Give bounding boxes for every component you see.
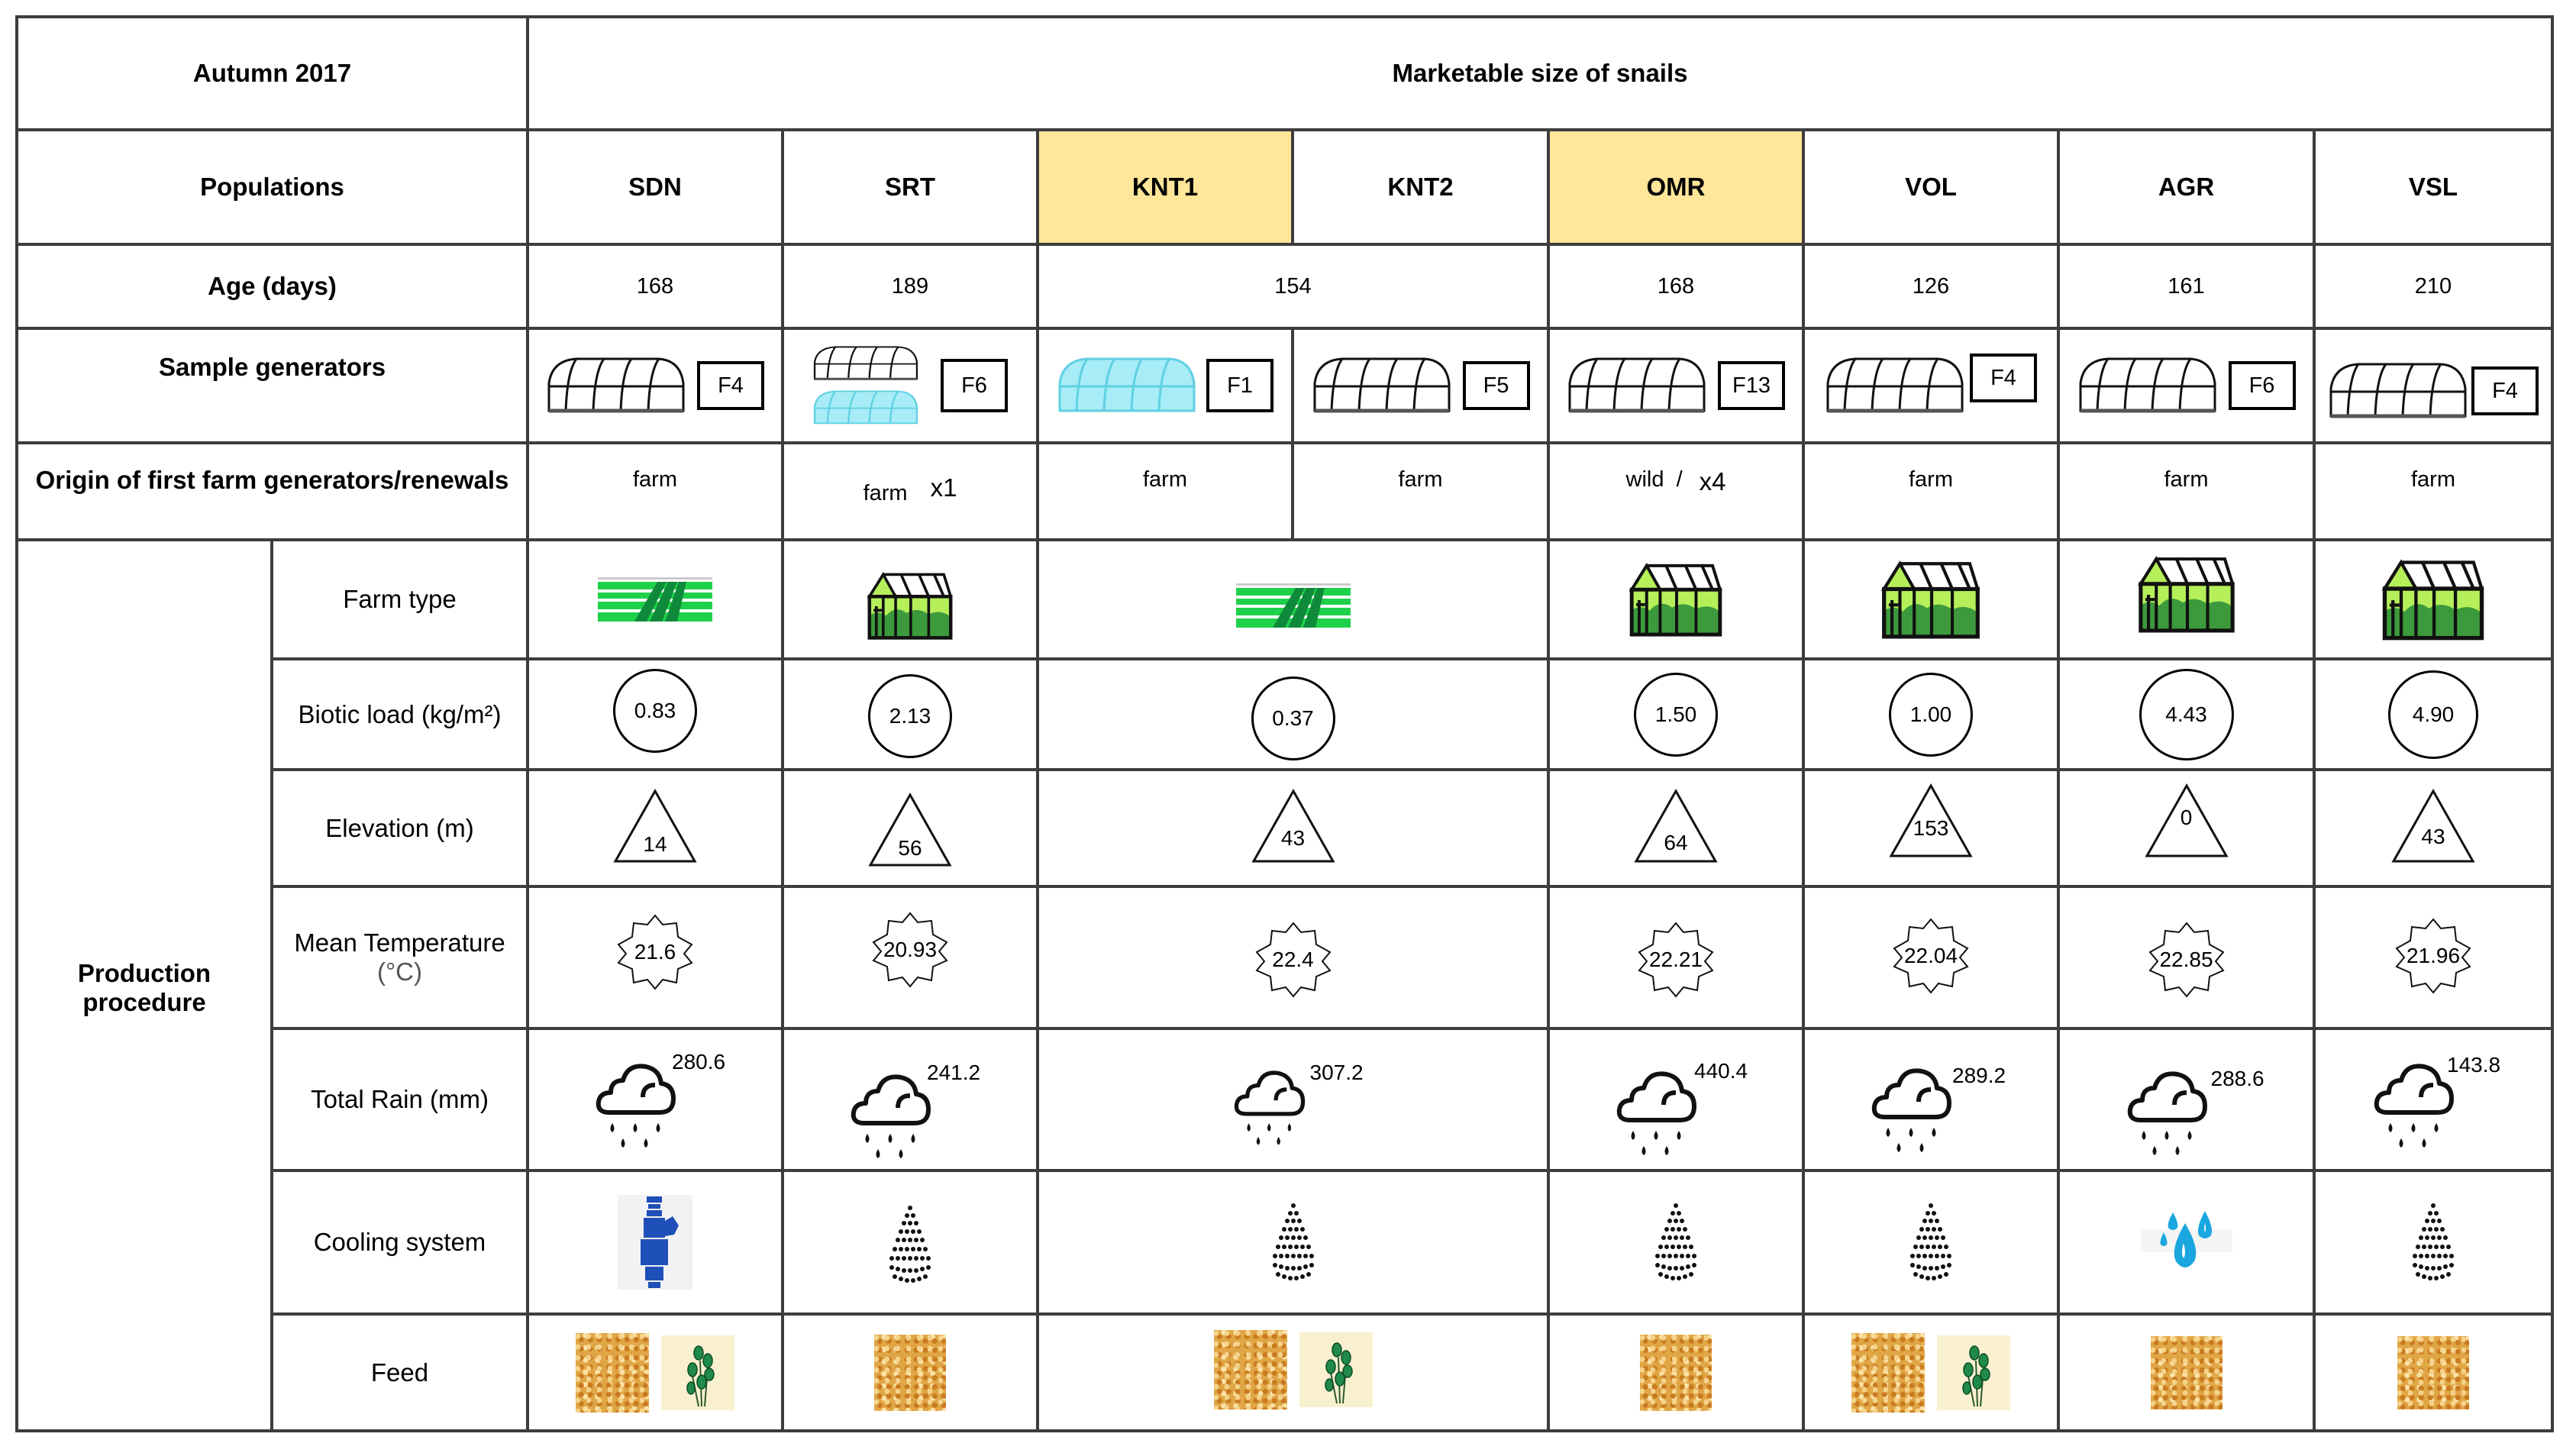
population-code: VOL xyxy=(1905,173,1957,201)
sample-generators-label-cell xyxy=(15,327,529,444)
biotic-load-value: 1.00 xyxy=(1909,702,1952,726)
starburst-icon xyxy=(1891,918,1971,998)
feed-cell-srt xyxy=(781,1313,1039,1432)
temperature-value: 21.96 xyxy=(2406,943,2461,967)
population-code: SRT xyxy=(885,173,935,201)
biotic-load-value: 0.83 xyxy=(634,698,676,722)
biotic-load-value: 2.13 xyxy=(889,703,931,728)
age-cell-omr xyxy=(1547,243,1805,330)
rain-label: Total Rain (mm) xyxy=(311,1085,489,1113)
elevation-cell-vsl xyxy=(2313,768,2554,888)
generator-cell-sdn xyxy=(526,327,784,444)
population-header-vsl xyxy=(2313,128,2554,246)
elevation-value: 0 xyxy=(2180,806,2193,829)
elevation-cell-agr xyxy=(2057,768,2316,888)
triangle-icon xyxy=(1633,788,1719,868)
rain-value: 289.2 xyxy=(1952,1064,2006,1087)
cooling-cell-knt xyxy=(1036,1169,1550,1316)
season-header xyxy=(15,15,529,131)
greenhouse-icon xyxy=(2135,554,2238,634)
generator-cell-vsl xyxy=(2313,327,2554,444)
farm-type-cell-vol xyxy=(1802,538,2060,660)
feed-cell-omr xyxy=(1547,1313,1805,1432)
age-cell-agr xyxy=(2057,243,2316,330)
temperature-label-cell xyxy=(270,885,529,1030)
generator-cell-omr xyxy=(1547,327,1805,444)
biotic-load-cell-agr xyxy=(2057,657,2316,771)
rain-value: 241.2 xyxy=(927,1061,981,1084)
temperature-cell-vsl xyxy=(2313,885,2554,1030)
tunnel-greenhouse-double-icon xyxy=(812,345,919,426)
age-label-cell xyxy=(15,243,529,330)
origin-label-cell xyxy=(15,441,529,541)
temperature-value: 21.6 xyxy=(634,939,676,964)
farm-type-cell-sdn xyxy=(526,538,784,660)
open-field-icon xyxy=(598,574,712,625)
farm-type-label: Farm type xyxy=(343,585,457,613)
origin-cell-knt1 xyxy=(1036,441,1294,541)
rain-value: 440.4 xyxy=(1694,1059,1748,1083)
age-value: 168 xyxy=(636,273,674,299)
population-header-omr xyxy=(1547,128,1805,246)
rain-label-cell xyxy=(270,1027,529,1172)
renewal-count: x1 xyxy=(930,473,957,502)
age-value: 126 xyxy=(1912,273,1950,299)
elevation-value: 64 xyxy=(1664,831,1688,854)
population-code: KNT1 xyxy=(1131,173,1199,201)
origin-cell-vol xyxy=(1802,441,2060,541)
starburst-icon xyxy=(870,912,950,992)
elevation-label-cell xyxy=(270,768,529,888)
mist-spray-icon xyxy=(1645,1203,1706,1282)
rain-value: 280.6 xyxy=(672,1050,726,1074)
biotic-load-cell-omr xyxy=(1547,657,1805,771)
generation-badge: F4 xyxy=(2471,366,2539,415)
greenhouse-icon xyxy=(865,570,955,641)
grain-feed-icon xyxy=(1214,1330,1287,1409)
elevation-label: Elevation (m) xyxy=(325,813,474,842)
rain-cell-knt xyxy=(1036,1027,1550,1172)
tunnel-greenhouse-cyan-icon xyxy=(1057,356,1197,415)
circle-icon xyxy=(1889,673,1973,757)
cooling-cell-vsl xyxy=(2313,1169,2554,1316)
origin-value: farm xyxy=(2164,467,2209,492)
tunnel-greenhouse-icon xyxy=(1567,356,1707,415)
circle-icon xyxy=(2139,669,2234,760)
generation-badge: F6 xyxy=(941,359,1008,412)
mist-spray-icon xyxy=(880,1205,941,1284)
farm-type-cell-knt xyxy=(1036,538,1550,660)
origin-cell-sdn xyxy=(526,441,784,541)
origin-cell-omr xyxy=(1547,441,1805,541)
rain-value: 288.6 xyxy=(2210,1067,2264,1090)
grain-feed-icon xyxy=(1640,1335,1712,1411)
temperature-value: 22.21 xyxy=(1648,947,1703,971)
farm-type-cell-omr xyxy=(1547,538,1805,660)
temperature-cell-omr xyxy=(1547,885,1805,1030)
rain-cloud-icon xyxy=(834,1050,986,1149)
temperature-unit: (°C) xyxy=(376,957,422,986)
water-drops-icon xyxy=(2141,1209,2232,1275)
biotic-load-cell-vol xyxy=(1802,657,2060,771)
generator-cell-agr xyxy=(2057,327,2316,444)
populations-label: Populations xyxy=(200,173,344,201)
production-procedure-label: Production procedure xyxy=(77,959,211,1016)
biotic-load-cell-vsl xyxy=(2313,657,2554,771)
age-cell-vsl xyxy=(2313,243,2554,330)
temperature-label: Mean Temperature xyxy=(294,928,505,957)
origin-cell-srt xyxy=(781,441,1039,541)
population-code: KNT2 xyxy=(1387,173,1454,201)
rain-cloud-icon xyxy=(1600,1050,1752,1149)
generator-cell-knt1 xyxy=(1036,327,1294,444)
circle-icon xyxy=(1634,673,1718,757)
rain-cell-vol xyxy=(1802,1027,2060,1172)
biotic-load-cell-sdn xyxy=(526,657,784,771)
feed-cell-vol xyxy=(1802,1313,2060,1432)
age-cell-srt xyxy=(781,243,1039,330)
mist-spray-icon xyxy=(2403,1203,2464,1282)
tunnel-greenhouse-icon xyxy=(2328,361,2468,421)
population-header-sdn xyxy=(526,128,784,246)
temperature-cell-knt xyxy=(1036,885,1550,1030)
rain-cell-agr xyxy=(2057,1027,2316,1172)
feed-cell-sdn xyxy=(526,1313,784,1432)
origin-cell-agr xyxy=(2057,441,2316,541)
origin-value: farm xyxy=(2411,467,2455,492)
rain-cell-srt xyxy=(781,1027,1039,1172)
snail-populations-table xyxy=(15,15,2554,1432)
feed-cell-vsl xyxy=(2313,1313,2554,1432)
rain-cell-vsl xyxy=(2313,1027,2554,1172)
origin-value: wild / xyxy=(1625,467,1683,492)
elevation-value: 43 xyxy=(1280,826,1306,850)
origin-cell-knt2 xyxy=(1291,441,1550,541)
population-header-agr xyxy=(2057,128,2316,246)
generation-badge: F6 xyxy=(2229,361,2296,410)
farm-type-cell-vsl xyxy=(2313,538,2554,660)
age-value: 154 xyxy=(1274,273,1312,299)
rain-cloud-icon xyxy=(2357,1050,2510,1149)
triangle-icon xyxy=(1251,788,1336,868)
biotic-load-cell-knt xyxy=(1036,657,1550,771)
elevation-value: 14 xyxy=(643,832,667,856)
rain-cell-omr xyxy=(1547,1027,1805,1172)
biotic-load-cell-srt xyxy=(781,657,1039,771)
circle-icon xyxy=(2388,670,2478,759)
biotic-load-value: 0.37 xyxy=(1272,706,1314,730)
age-label: Age (days) xyxy=(208,272,337,300)
starburst-icon xyxy=(1636,922,1716,1002)
elevation-cell-knt xyxy=(1036,768,1550,888)
herb-feed-icon xyxy=(1299,1332,1373,1407)
elevation-cell-sdn xyxy=(526,768,784,888)
rain-value: 307.2 xyxy=(1309,1061,1364,1084)
greenhouse-icon xyxy=(2380,557,2487,641)
elevation-cell-vol xyxy=(1802,768,2060,888)
rain-cloud-icon xyxy=(2110,1050,2263,1149)
biotic-load-value: 4.90 xyxy=(2412,702,2455,726)
triangle-icon xyxy=(867,792,953,872)
rain-cell-sdn xyxy=(526,1027,784,1172)
generator-cell-knt2 xyxy=(1291,327,1550,444)
grain-feed-icon xyxy=(2397,1336,2469,1409)
feed-label: Feed xyxy=(370,1358,429,1387)
population-header-knt1 xyxy=(1036,128,1294,246)
triangle-icon xyxy=(2390,788,2476,868)
elevation-cell-srt xyxy=(781,768,1039,888)
triangle-icon xyxy=(1888,783,1974,863)
cooling-cell-srt xyxy=(781,1169,1039,1316)
grain-feed-icon xyxy=(2151,1336,2223,1409)
biotic-load-value: 1.50 xyxy=(1654,702,1697,726)
temperature-cell-agr xyxy=(2057,885,2316,1030)
generator-cell-srt xyxy=(781,327,1039,444)
origin-value: farm xyxy=(1909,467,1953,492)
biotic-load-value: 4.43 xyxy=(2165,702,2207,726)
nozzle-icon xyxy=(618,1195,692,1290)
generation-badge: F4 xyxy=(697,361,764,410)
farm-type-cell-srt xyxy=(781,538,1039,660)
circle-icon xyxy=(1251,676,1335,760)
temperature-cell-srt xyxy=(781,885,1039,1030)
open-field-icon xyxy=(1236,580,1351,631)
temperature-cell-sdn xyxy=(526,885,784,1030)
elevation-value: 153 xyxy=(1913,816,1949,840)
temperature-value: 22.04 xyxy=(1903,943,1958,967)
elevation-cell-omr xyxy=(1547,768,1805,888)
farm-type-label-cell xyxy=(270,538,529,660)
cooling-cell-vol xyxy=(1802,1169,2060,1316)
herb-feed-icon xyxy=(1937,1335,2010,1410)
rain-value: 143.8 xyxy=(2447,1053,2501,1077)
starburst-icon xyxy=(2147,922,2226,1002)
mist-spray-icon xyxy=(1900,1203,1961,1282)
origin-value: farm xyxy=(633,467,677,492)
cooling-cell-agr xyxy=(2057,1169,2316,1316)
population-code: SDN xyxy=(628,173,682,201)
origin-label: Origin of first farm generators/renewals xyxy=(35,466,509,494)
grain-feed-icon xyxy=(1851,1333,1925,1413)
age-cell-sdn xyxy=(526,243,784,330)
age-value: 210 xyxy=(2414,273,2452,299)
starburst-icon xyxy=(615,914,695,994)
circle-icon xyxy=(868,674,952,758)
populations-label-cell xyxy=(15,128,529,246)
origin-value: farm xyxy=(1398,467,1443,492)
age-cell-vol xyxy=(1802,243,2060,330)
generation-badge: F5 xyxy=(1463,361,1530,410)
cooling-label: Cooling system xyxy=(313,1228,486,1256)
rain-cloud-icon xyxy=(1217,1050,1370,1149)
age-value: 168 xyxy=(1657,273,1695,299)
season-label: Autumn 2017 xyxy=(192,59,352,87)
generator-cell-vol xyxy=(1802,327,2060,444)
temperature-value: 22.4 xyxy=(1272,947,1314,971)
population-code: AGR xyxy=(2158,173,2215,201)
greenhouse-icon xyxy=(1878,559,1984,640)
tunnel-greenhouse-icon xyxy=(1825,356,1965,415)
triangle-icon xyxy=(612,788,698,868)
origin-value: farm xyxy=(1143,467,1187,492)
cooling-cell-omr xyxy=(1547,1169,1805,1316)
population-code: VSL xyxy=(2408,173,2458,201)
triangle-icon xyxy=(2144,783,2229,863)
feed-cell-knt xyxy=(1036,1313,1550,1432)
temperature-value: 20.93 xyxy=(883,937,938,961)
grain-feed-icon xyxy=(576,1333,649,1413)
starburst-icon xyxy=(1254,922,1333,1002)
cooling-label-cell xyxy=(270,1169,529,1316)
table-title-cell xyxy=(526,15,2554,131)
starburst-icon xyxy=(2394,918,2473,998)
mist-spray-icon xyxy=(1263,1203,1324,1282)
greenhouse-icon xyxy=(1627,561,1725,638)
rain-cloud-icon xyxy=(1855,1050,2007,1149)
generation-badge: F1 xyxy=(1206,359,1273,412)
age-value: 161 xyxy=(2168,273,2205,299)
temperature-value: 22.85 xyxy=(2159,947,2213,971)
feed-label-cell xyxy=(270,1313,529,1432)
production-procedure-label-cell xyxy=(15,538,273,1432)
population-header-vol xyxy=(1802,128,2060,246)
circle-icon xyxy=(613,669,697,753)
origin-cell-vsl xyxy=(2313,441,2554,541)
population-header-knt2 xyxy=(1291,128,1550,246)
age-value: 189 xyxy=(891,273,929,299)
tunnel-greenhouse-icon xyxy=(546,356,686,415)
renewal-count: x4 xyxy=(1699,467,1726,496)
temperature-cell-vol xyxy=(1802,885,2060,1030)
generation-badge: F4 xyxy=(1970,354,2037,402)
biotic-load-label: Biotic load (kg/m²) xyxy=(298,699,502,728)
population-code: OMR xyxy=(1646,173,1706,201)
biotic-load-label-cell xyxy=(270,657,529,771)
feed-cell-agr xyxy=(2057,1313,2316,1432)
cooling-cell-sdn xyxy=(526,1169,784,1316)
elevation-value: 56 xyxy=(898,836,922,860)
origin-value: farm xyxy=(863,481,908,505)
rain-cloud-icon xyxy=(579,1050,731,1149)
tunnel-greenhouse-icon xyxy=(1312,356,1452,415)
herb-feed-icon xyxy=(661,1335,734,1410)
sample-generators-label: Sample generators xyxy=(158,353,386,381)
table-title: Marketable size of snails xyxy=(1392,59,1688,87)
generation-badge: F13 xyxy=(1718,361,1785,410)
grain-feed-icon xyxy=(874,1335,946,1411)
age-cell-knt xyxy=(1036,243,1550,330)
tunnel-greenhouse-icon xyxy=(2077,356,2218,415)
population-header-srt xyxy=(781,128,1039,246)
elevation-value: 43 xyxy=(2421,825,2445,848)
farm-type-cell-agr xyxy=(2057,538,2316,660)
